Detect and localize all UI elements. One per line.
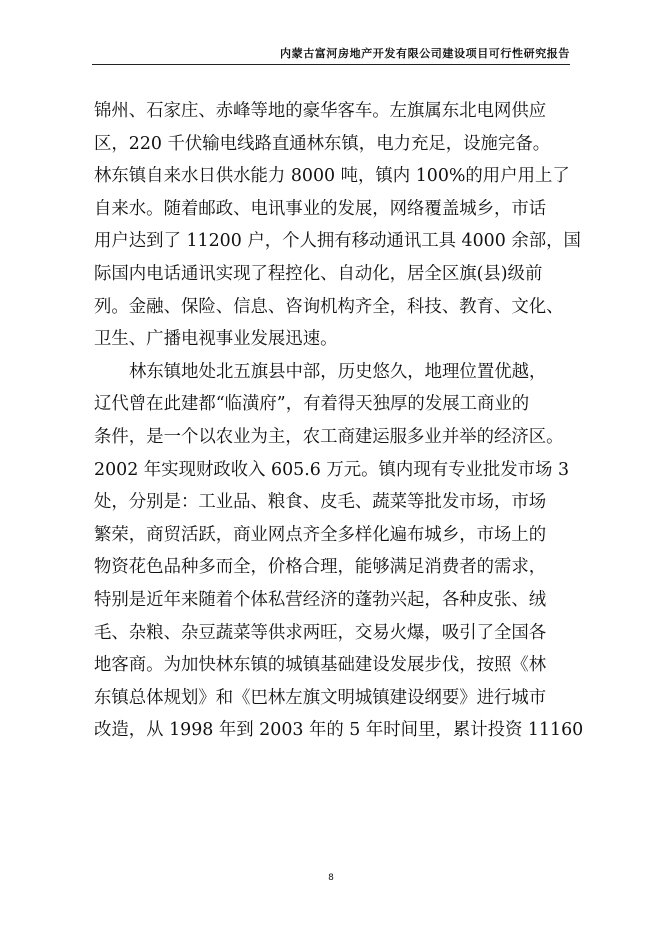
- text-line: 特别是近年来随着个体私营经济的蓬勃兴起，各种皮张、绒: [94, 589, 547, 610]
- text-line: 条件，是一个以农业为主，农工商建运服多业并举的经济区。: [94, 426, 564, 447]
- body-text: [94, 95, 584, 747]
- text-line: 锦州、石家庄、赤峰等地的豪华客车。左旗属东北电网供应: [94, 101, 547, 121]
- text-line: 自来水。随着邮政、电讯事业的发展，网络覆盖城乡，市话: [94, 198, 547, 219]
- text-line: 处，分别是：工业品、粮食、皮毛、蔬菜等批发市场，市场: [94, 492, 547, 513]
- text-line: 改造，从 1998 年到 2003 年的 5 年时间里，累计投资 11160: [94, 720, 584, 741]
- text-line: 2002 年实现财政收入 605.6 万元。镇内现有专业批发市场 3: [94, 459, 570, 480]
- text-line: 林东镇自来水日供水能力 8000 吨，镇内 100%的用户用上了: [94, 166, 570, 187]
- text-line: 区，220 千伏输电线路直通林东镇，电力充足，设施完备。: [94, 133, 551, 154]
- text-line: 辽代曾在此建都“临潢府”，有着得天独厚的发展工商业的: [94, 394, 530, 415]
- text-line: 卫生、广播电视事业发展迅速。: [94, 329, 338, 350]
- text-line: 繁荣，商贸活跃，商业网点齐全多样化遍布城乡，市场上的: [94, 524, 547, 545]
- text-line: 列。金融、保险、信息、咨询机构齐全，科技、教育、文化、: [94, 296, 564, 317]
- text-line: 地客商。为加快林东镇的城镇基础建设发展步伐，按照《林: [94, 655, 547, 676]
- header-rule: [92, 64, 570, 65]
- paragraph-first-line: 林东镇地处北五旗县中部，历史悠久，地理位置优越，: [129, 361, 547, 382]
- text-line: 用户达到了 11200 户，个人拥有移动通讯工具 4000 余部，国: [94, 231, 581, 252]
- running-header: 内蒙古富河房地产开发有限公司建设项目可行性研究报告: [280, 47, 570, 60]
- text-line: 东镇总体规划》和《巴林左旗文明城镇建设纲要》进行城市: [94, 687, 547, 708]
- page-number: 8: [328, 873, 334, 883]
- text-line: 物资花色品种多而全，价格合理，能够满足消费者的需求，: [94, 557, 547, 578]
- text-line: 毛、杂粮、杂豆蔬菜等供求两旺，交易火爆，吸引了全国各: [94, 622, 547, 643]
- text-line: 际国内电话通讯实现了程控化、自动化，居全区旗(县)级前: [94, 263, 543, 284]
